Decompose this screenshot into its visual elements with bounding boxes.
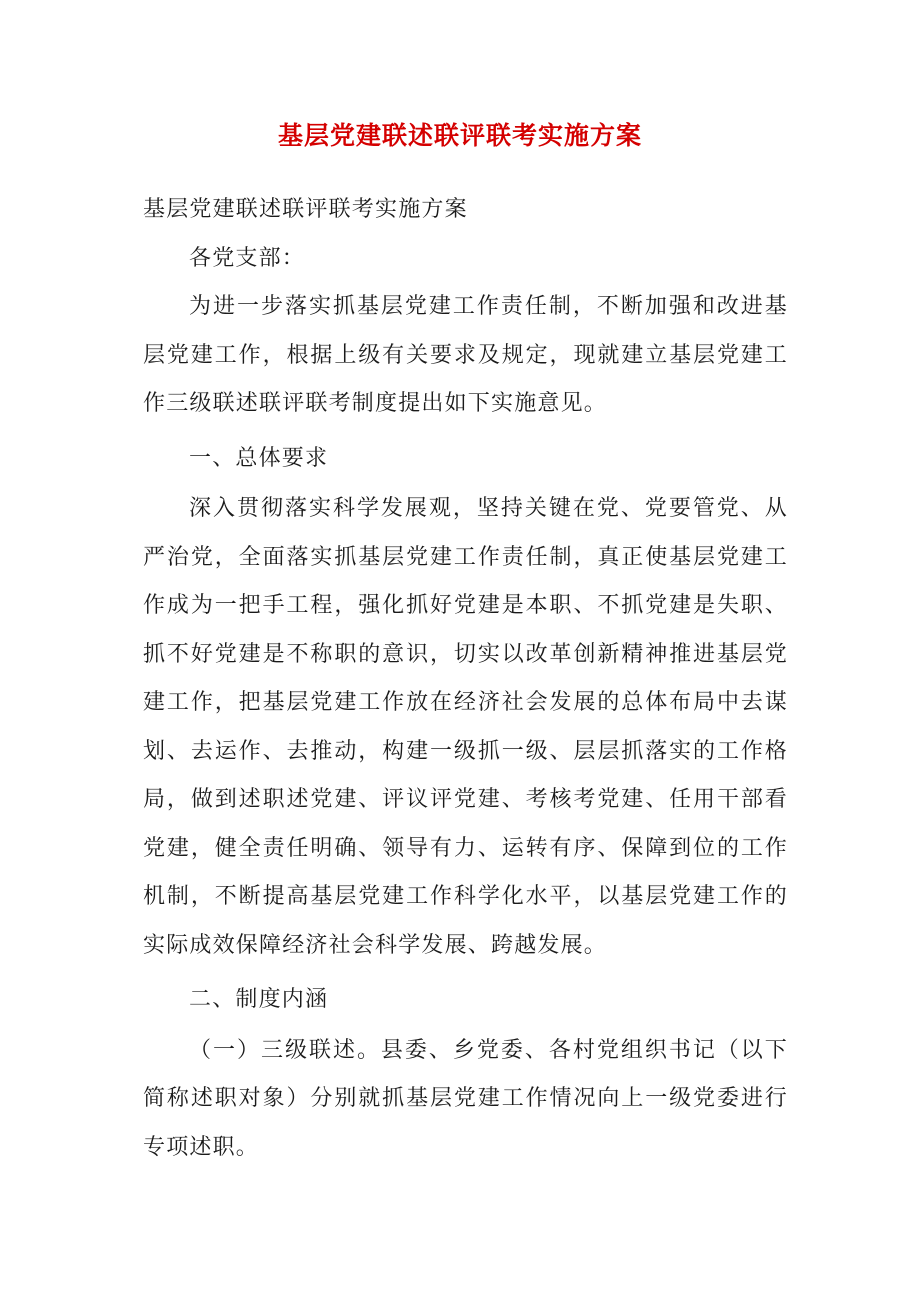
salutation: 各党支部： bbox=[189, 245, 306, 271]
section-body-1: 深入贯彻落实科学发展观，坚持关键在党、党要管党、从严治党，全面落实抓基层党建工作责任制，真正使基层党建工作成为一把手工程，强化抓好党建是本职、不抓党建是失职、抓不好党建是不称职的意识，切实以改革创新精神推进基层党建工作，把基层党建工作放在经济社会发展的总体布局中去谋划、去运作、去推动，构建一级抓一级、层层抓落实的工作格局，做到述职述党建、评议评党建、考核考党建、任用干部看党建，健全责任明确、领导有力、运转有序、保障到位的工作机制，不断提高基层党建工作科学化水平，以基层党建工作的实际成效保障经济社会科学发展、跨越发展。 bbox=[143, 496, 788, 958]
section-item-1: （一）三级联述。县委、乡党委、各村党组织书记（以下简称述职对象）分别就抓基层党建工作情况向上一级党委进行专项述职。 bbox=[143, 1037, 788, 1160]
document-body bbox=[143, 186, 788, 1172]
intro-paragraph: 为进一步落实抓基层党建工作责任制，不断加强和改进基层党建工作，根据上级有关要求及规定，现就建立基层党建工作三级联述联评联考制度提出如下实施意见。 bbox=[143, 294, 788, 416]
document-subtitle: 基层党建联述联评联考实施方案 bbox=[143, 197, 468, 222]
section-heading-1: 一、总体要求 bbox=[189, 445, 329, 471]
document-title: 基层党建联述联评联考实施方案 bbox=[277, 121, 642, 150]
section-heading-2: 二、制度内涵 bbox=[189, 987, 329, 1012]
